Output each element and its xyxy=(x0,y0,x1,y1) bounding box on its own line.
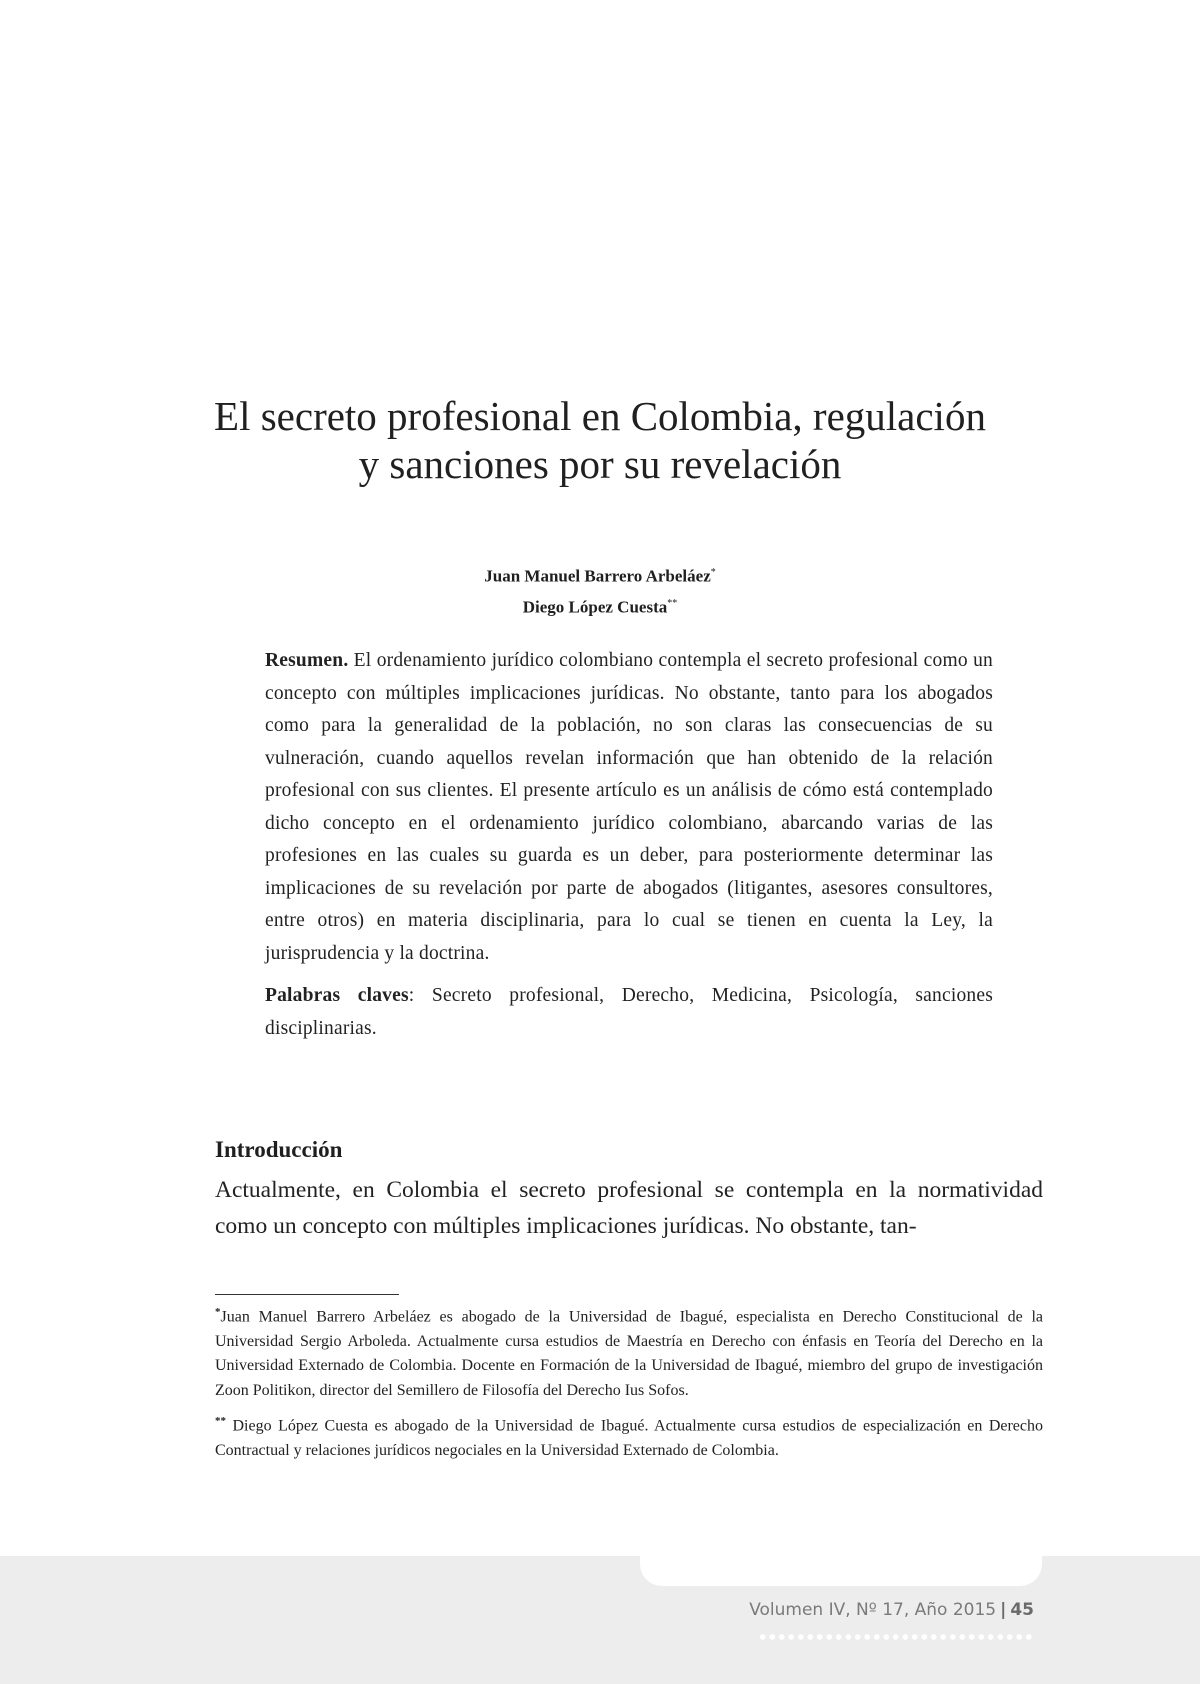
article-title xyxy=(150,392,1050,488)
footnote-2 xyxy=(215,1409,1043,1463)
footnote-text: Juan Manuel Barrero Arbeláez es abogado de la Universidad de Ibagué, especialista en Derecho Constitucional de la Universidad Sergio Arboleda. Actualmente cursa estudios de Maestría en Derecho con énfasis en Teoría del Derecho en la Universidad Externado de Colombia. Docente en Formación de la Universidad de Ibagué, miembro del grupo de investigación Zoon Politikon, director del Semillero de Filosofía del Derecho Ius Sofos. xyxy=(215,1308,1043,1399)
abstract-paragraph xyxy=(265,645,993,970)
abstract-text: El ordenamiento jurídico colombiano contempla el secreto profesional como un concepto con múltiples implicaciones jurídicas. No obstante, tanto para los abogados como para la generalidad de la población, no son claras las consecuencias de su vulneración, cuando aquellos revelan información que han obtenido de la relación profesional con sus clientes. El presente artículo es un análisis de cómo está contemplado dicho concepto en el ordenamiento jurídico colombiano, abarcando varias de las profesiones en las cuales su guarda es un deber, para posteriormente determinar las implicaciones de su revelación por parte de abogados (litigantes, asesores consultores, entre otros) en materia disciplinaria, para lo cual se tienen en cuenta la Ley, la jurisprudencia y la doctrina. xyxy=(265,650,993,964)
author-2 xyxy=(300,590,900,621)
title-line-2: y sanciones por su revelación xyxy=(358,441,842,487)
footnote-divider xyxy=(215,1294,399,1295)
keywords-paragraph xyxy=(265,980,993,1045)
abstract-block xyxy=(265,645,993,1045)
keywords-text: : Secreto profesional, Derecho, Medicina, Psicología, sanciones disciplinarias. xyxy=(265,985,993,1039)
footnote-1 xyxy=(215,1300,1043,1403)
footnotes xyxy=(215,1300,1043,1470)
footer-dot-pattern xyxy=(758,1633,1034,1641)
author-name: Diego López Cuesta xyxy=(522,597,668,617)
footnote-mark: ** xyxy=(215,1415,226,1428)
introduction-text: Actualmente, en Colombia el secreto profesional se contempla en la normatividad como un concepto con múltiples implicaciones jurídicas. No obstante, tan- xyxy=(215,1177,1043,1239)
footnote-mark: * xyxy=(215,1306,221,1318)
author-footnote-mark[interactable]: ** xyxy=(667,597,678,609)
title-line-1: El secreto profesional en Colombia, regulación xyxy=(214,393,986,439)
author-name: Juan Manuel Barrero Arbeláez xyxy=(484,566,711,586)
page-footer-tab xyxy=(640,1528,1042,1586)
keywords-label: Palabras claves xyxy=(265,985,409,1006)
author-1 xyxy=(300,559,900,590)
footer-separator: | xyxy=(1000,1600,1007,1620)
page-footer xyxy=(640,1600,1034,1620)
footnote-text: Diego López Cuesta es abogado de la Universidad de Ibagué. Actualmente cursa estudios de especialización en Derecho Contractual y relaciones jurídicos negociales en la Universidad Externado de Colombia. xyxy=(215,1417,1044,1460)
abstract-label: Resumen. xyxy=(265,650,349,671)
author-footnote-mark[interactable]: * xyxy=(710,567,716,578)
page-number: 45 xyxy=(1010,1600,1034,1620)
journal-volume-info: Volumen IV, Nº 17, Año 2015 xyxy=(749,1600,997,1620)
author-list xyxy=(300,559,900,620)
section-heading-introduction: Introducción xyxy=(215,1137,343,1162)
